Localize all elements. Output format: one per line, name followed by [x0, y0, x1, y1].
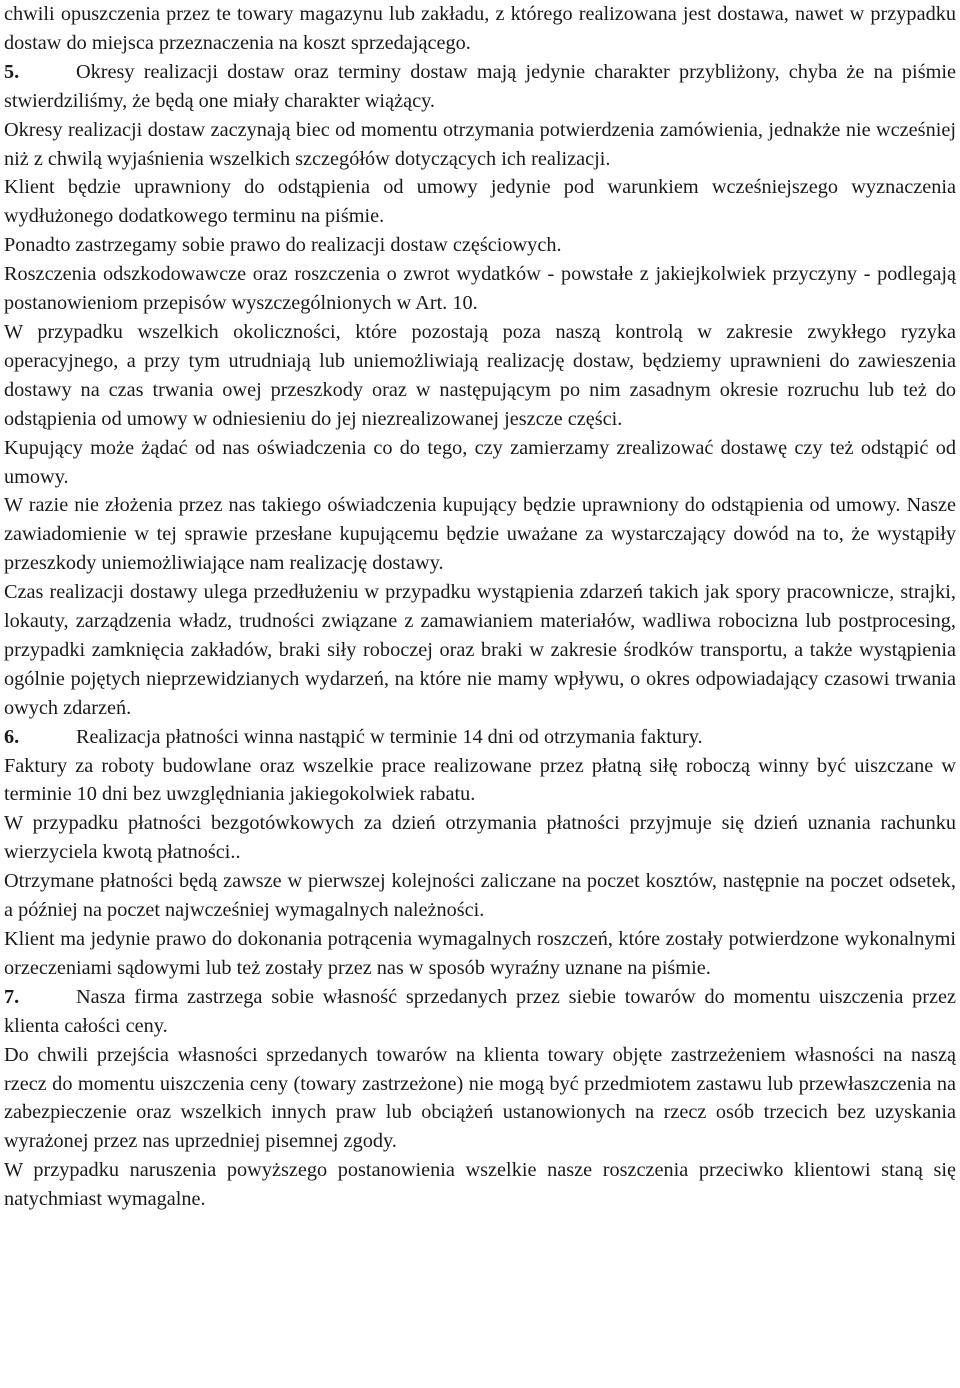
paragraph — [4, 434, 956, 492]
paragraph-text: W razie nie złożenia przez nas takiego oświadczenia kupujący będzie uprawniony do odstąpienia od umowy. Nasze zawiadomienie w tej sprawie przesłane kupującemu będzie uważane za wystarczający dowód na to, że wystąpiły przeszkody uniemożliwiające nam realizację dostawy. — [4, 494, 956, 575]
paragraph — [4, 867, 956, 925]
paragraph-text: Klient będzie uprawniony do odstąpienia od umowy jedynie pod warunkiem wcześniejszego wyznaczenia wydłużonego dodatkowego terminu na piśmie. — [4, 176, 956, 228]
paragraph-text: Ponadto zastrzegamy sobie prawo do realizacji dostaw częściowych. — [4, 234, 562, 257]
paragraph — [4, 809, 956, 867]
paragraph-continuation — [4, 0, 956, 58]
paragraph-text: W przypadku naruszenia powyższego postanowienia wszelkie nasze roszczenia przeciwko klientowi staną się natychmiast wymagalne. — [4, 1159, 956, 1211]
paragraph-text: Faktury za roboty budowlane oraz wszelkie prace realizowane przez płatną siłę roboczą winny być uiszczane w terminie 10 dni bez uwzględniania jakiegokolwiek rabatu. — [4, 754, 956, 806]
section-7-heading — [4, 983, 956, 1041]
paragraph — [4, 318, 956, 434]
paragraph — [4, 491, 956, 578]
section-number: 5. — [4, 60, 20, 83]
document-page — [4, 0, 956, 1214]
paragraph-text: Okresy realizacji dostaw zaczynają biec od momentu otrzymania potwierdzenia zamówienia, jednakże nie wcześniej niż z chwilą wyjaśnienia wszelkich szczegółów dotyczących ich realizacji. — [4, 118, 956, 170]
paragraph-text: Do chwili przejścia własności sprzedanych towarów na klienta towary objęte zastrzeżeniem własności na naszą rzecz do momentu uiszczenia ceny (towary zastrzeżone) nie mogą być przedmiotem zastawu lub przewłaszczenia na zabezpieczenie oraz wszelkich innych praw lub obciążeń ustanowionych na rzecz osób trzecich bez uzyskania wyrażonej przez nas uprzedniej pisemnej zgody. — [4, 1043, 956, 1153]
paragraph-text: W przypadku wszelkich okoliczności, które pozostają poza naszą kontrolą w zakresie zwykłego ryzyka operacyjnego, a przy tym utrudniają lub uniemożliwiają realizację dostaw, będziemy uprawnieni do zawieszenia dostawy na czas trwania owej przeszkody oraz w następującym po nim zasadnym okresie rozruchu lub też do odstąpienia od umowy w odniesieniu do jej niezrealizowanej jeszcze części. — [4, 320, 956, 430]
paragraph — [4, 752, 956, 810]
section-5-heading — [4, 58, 956, 116]
paragraph-text: Kupujący może żądać od nas oświadczenia co do tego, czy zamierzamy zrealizować dostawę czy też odstąpić od umowy. — [4, 436, 956, 488]
paragraph-text: Otrzymane płatności będą zawsze w pierwszej kolejności zaliczane na poczet kosztów, następnie na poczet odsetek, a później na poczet najwcześniej wymagalnych należności. — [4, 870, 956, 922]
paragraph-text: Czas realizacji dostawy ulega przedłużeniu w przypadku wystąpienia zdarzeń takich jak spory pracownicze, strajki, lokauty, zarządzenia władz, trudności związane z zamawianiem materiałów, wadliwa robocizna lub postprocesing, przypadki zamknięcia zakładów, braki siły roboczej oraz braki w zakresie środków transportu, a także wystąpienia ogólnie pojętych nieprzewidzianych wydarzeń, na które nie mamy wpływu, o okres odpowiadający czasowi trwania owych zdarzeń. — [4, 581, 956, 719]
paragraph — [4, 925, 956, 983]
paragraph-text: W przypadku płatności bezgotówkowych za dzień otrzymania płatności przyjmuje się dzień uznania rachunku wierzyciela kwotą płatności.. — [4, 812, 956, 864]
paragraph — [4, 173, 956, 231]
section-number: 7. — [4, 985, 20, 1008]
paragraph — [4, 231, 956, 260]
paragraph-text: Roszczenia odszkodowawcze oraz roszczenia o zwrot wydatków - powstałe z jakiejkolwiek przyczyny - podlegają postanowieniom przepisów wyszczególnionych w Art. 10. — [4, 263, 956, 315]
paragraph — [4, 116, 956, 174]
paragraph-text: Realizacja płatności winna nastąpić w terminie 14 dni od otrzymania faktury. — [76, 725, 703, 748]
paragraph-text: Nasza firma zastrzega sobie własność sprzedanych przez siebie towarów do momentu uiszczenia przez klienta całości ceny. — [4, 985, 956, 1037]
paragraph-text: Klient ma jedynie prawo do dokonania potrącenia wymagalnych roszczeń, które zostały potwierdzone wykonalnymi orzeczeniami sądowymi lub też zostały przez nas w sposób wyraźny uznane na piśmie. — [4, 928, 956, 979]
section-number: 6. — [4, 725, 20, 748]
paragraph-text: chwili opuszczenia przez te towary magazynu lub zakładu, z którego realizowana jest dostawa, nawet w przypadku dostaw do miejsca przeznaczenia na koszt sprzedającego. — [4, 3, 956, 54]
paragraph — [4, 1041, 956, 1157]
paragraph — [4, 260, 956, 318]
paragraph-text: Okresy realizacji dostaw oraz terminy dostaw mają jedynie charakter przybliżony, chyba że na piśmie stwierdziliśmy, że będą one miały charakter wiążący. — [4, 60, 956, 112]
paragraph — [4, 578, 956, 723]
paragraph — [4, 1156, 956, 1214]
section-6-heading — [4, 723, 956, 752]
